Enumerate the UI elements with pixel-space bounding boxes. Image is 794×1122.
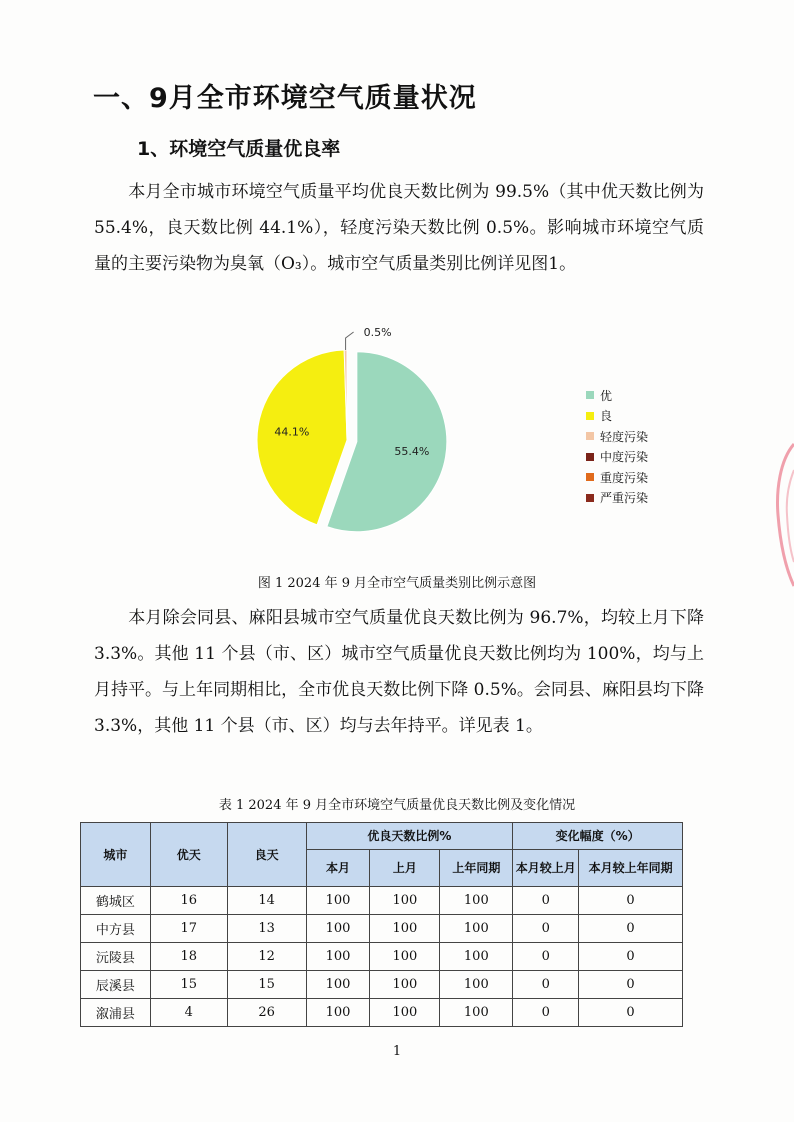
pie-data-label: 0.5% — [363, 326, 392, 340]
table-cell: 100 — [306, 887, 370, 915]
red-seal-stamp-edge — [770, 440, 794, 590]
table-cell: 26 — [227, 999, 306, 1027]
header-last-month: 上月 — [370, 850, 440, 887]
table-cell: 100 — [306, 971, 370, 999]
figure-caption: 图 1 2024 年 9 月全市空气质量类别比例示意图 — [257, 576, 537, 591]
table-cell: 0 — [579, 971, 683, 999]
section-heading: 一、9月全市环境空气质量状况 — [93, 83, 477, 114]
table-row — [81, 887, 683, 915]
legend-item — [586, 406, 648, 427]
subsection-heading: 1、环境空气质量优良率 — [137, 138, 341, 160]
air-quality-table — [80, 822, 683, 1027]
table-row — [81, 943, 683, 971]
cell-city-name: 中方县 — [81, 915, 151, 943]
table-cell: 100 — [370, 999, 440, 1027]
page-number: 1 — [392, 1044, 402, 1059]
legend-swatch — [586, 494, 594, 502]
header-change-group: 变化幅度（%） — [513, 823, 683, 850]
table-cell: 17 — [150, 915, 227, 943]
header-city: 城市 — [81, 823, 151, 887]
pie-data-label: 55.4% — [394, 445, 430, 459]
paragraph-county-comparison — [94, 600, 704, 744]
paragraph-text: 本月除会同县、麻阳县城市空气质量优良天数比例为 96.7%，均较上月下降 3.3%。其他 11 个县（市、区）城市空气质量优良天数比例均为 100%，均与上月持平。与上年同期相比，全市优良天数比例下降 0.5%。会同县、麻阳县均下降 3.3%，其他 11 个县（市、区）均与去年持平。详见表 1。 — [94, 608, 704, 736]
table-cell: 0 — [513, 943, 579, 971]
table-cell: 18 — [150, 943, 227, 971]
table-cell: 0 — [579, 943, 683, 971]
legend-label: 优 — [600, 388, 613, 403]
table-cell: 4 — [150, 999, 227, 1027]
table-cell: 0 — [579, 887, 683, 915]
cell-city-name: 沅陵县 — [81, 943, 151, 971]
table-cell: 0 — [513, 971, 579, 999]
table-cell: 100 — [440, 887, 513, 915]
header-excellent-days: 优天 — [150, 823, 227, 887]
legend-label: 轻度污染 — [600, 429, 649, 444]
table-cell: 100 — [370, 887, 440, 915]
table-caption: 表 1 2024 年 9 月全市环境空气质量优良天数比例及变化情况 — [218, 798, 576, 813]
legend-swatch — [586, 453, 594, 461]
legend-swatch — [586, 391, 594, 399]
table-cell: 100 — [306, 999, 370, 1027]
header-last-year: 上年同期 — [440, 850, 513, 887]
table-cell: 100 — [306, 915, 370, 943]
table-row — [81, 999, 683, 1027]
table-row — [81, 971, 683, 999]
table-cell: 0 — [513, 915, 579, 943]
table-body — [81, 887, 683, 1027]
table-cell: 100 — [306, 943, 370, 971]
table-cell: 0 — [513, 999, 579, 1027]
pie-data-label: 44.1% — [274, 425, 310, 439]
table-cell: 12 — [227, 943, 306, 971]
legend-label: 良 — [600, 409, 613, 424]
legend-swatch — [586, 473, 594, 481]
table-cell: 100 — [370, 943, 440, 971]
cell-city-name: 鹤城区 — [81, 887, 151, 915]
legend-swatch — [586, 432, 594, 440]
legend-item — [586, 385, 648, 406]
legend-label: 重度污染 — [600, 470, 649, 485]
table-cell: 100 — [440, 943, 513, 971]
table-cell: 0 — [513, 887, 579, 915]
chart-legend — [586, 385, 648, 508]
table-cell: 15 — [150, 971, 227, 999]
table-cell: 15 — [227, 971, 306, 999]
table-cell: 100 — [370, 971, 440, 999]
legend-item — [586, 447, 648, 468]
table-cell: 100 — [440, 915, 513, 943]
table-cell: 100 — [440, 971, 513, 999]
header-vs-last-year: 本月较上年同期 — [579, 850, 683, 887]
paragraph-air-quality-rate — [94, 174, 704, 282]
cell-city-name: 辰溪县 — [81, 971, 151, 999]
legend-label: 严重污染 — [600, 491, 649, 506]
table-cell: 0 — [579, 915, 683, 943]
header-this-month: 本月 — [306, 850, 370, 887]
table-cell: 16 — [150, 887, 227, 915]
cell-city-name: 溆浦县 — [81, 999, 151, 1027]
legend-label: 中度污染 — [600, 450, 649, 465]
header-good-days: 良天 — [227, 823, 306, 887]
legend-swatch — [586, 412, 594, 420]
callout-line — [346, 332, 354, 350]
header-vs-last-month: 本月较上月 — [513, 850, 579, 887]
legend-item — [586, 488, 648, 509]
table-cell: 14 — [227, 887, 306, 915]
table-row — [81, 915, 683, 943]
legend-item — [586, 426, 648, 447]
table-cell: 100 — [370, 915, 440, 943]
legend-item — [586, 467, 648, 488]
header-ratio-group: 优良天数比例% — [306, 823, 513, 850]
paragraph-text: 本月全市城市环境空气质量平均优良天数比例为 99.5%（其中优天数比例为 55.4%，良天数比例 44.1%），轻度污染天数比例 0.5%。影响城市环境空气质量的主要污染物为臭氧（O₃）。城市空气质量类别比例详见图1。 — [94, 182, 704, 274]
table-cell: 0 — [579, 999, 683, 1027]
table-cell: 13 — [227, 915, 306, 943]
table-cell: 100 — [440, 999, 513, 1027]
